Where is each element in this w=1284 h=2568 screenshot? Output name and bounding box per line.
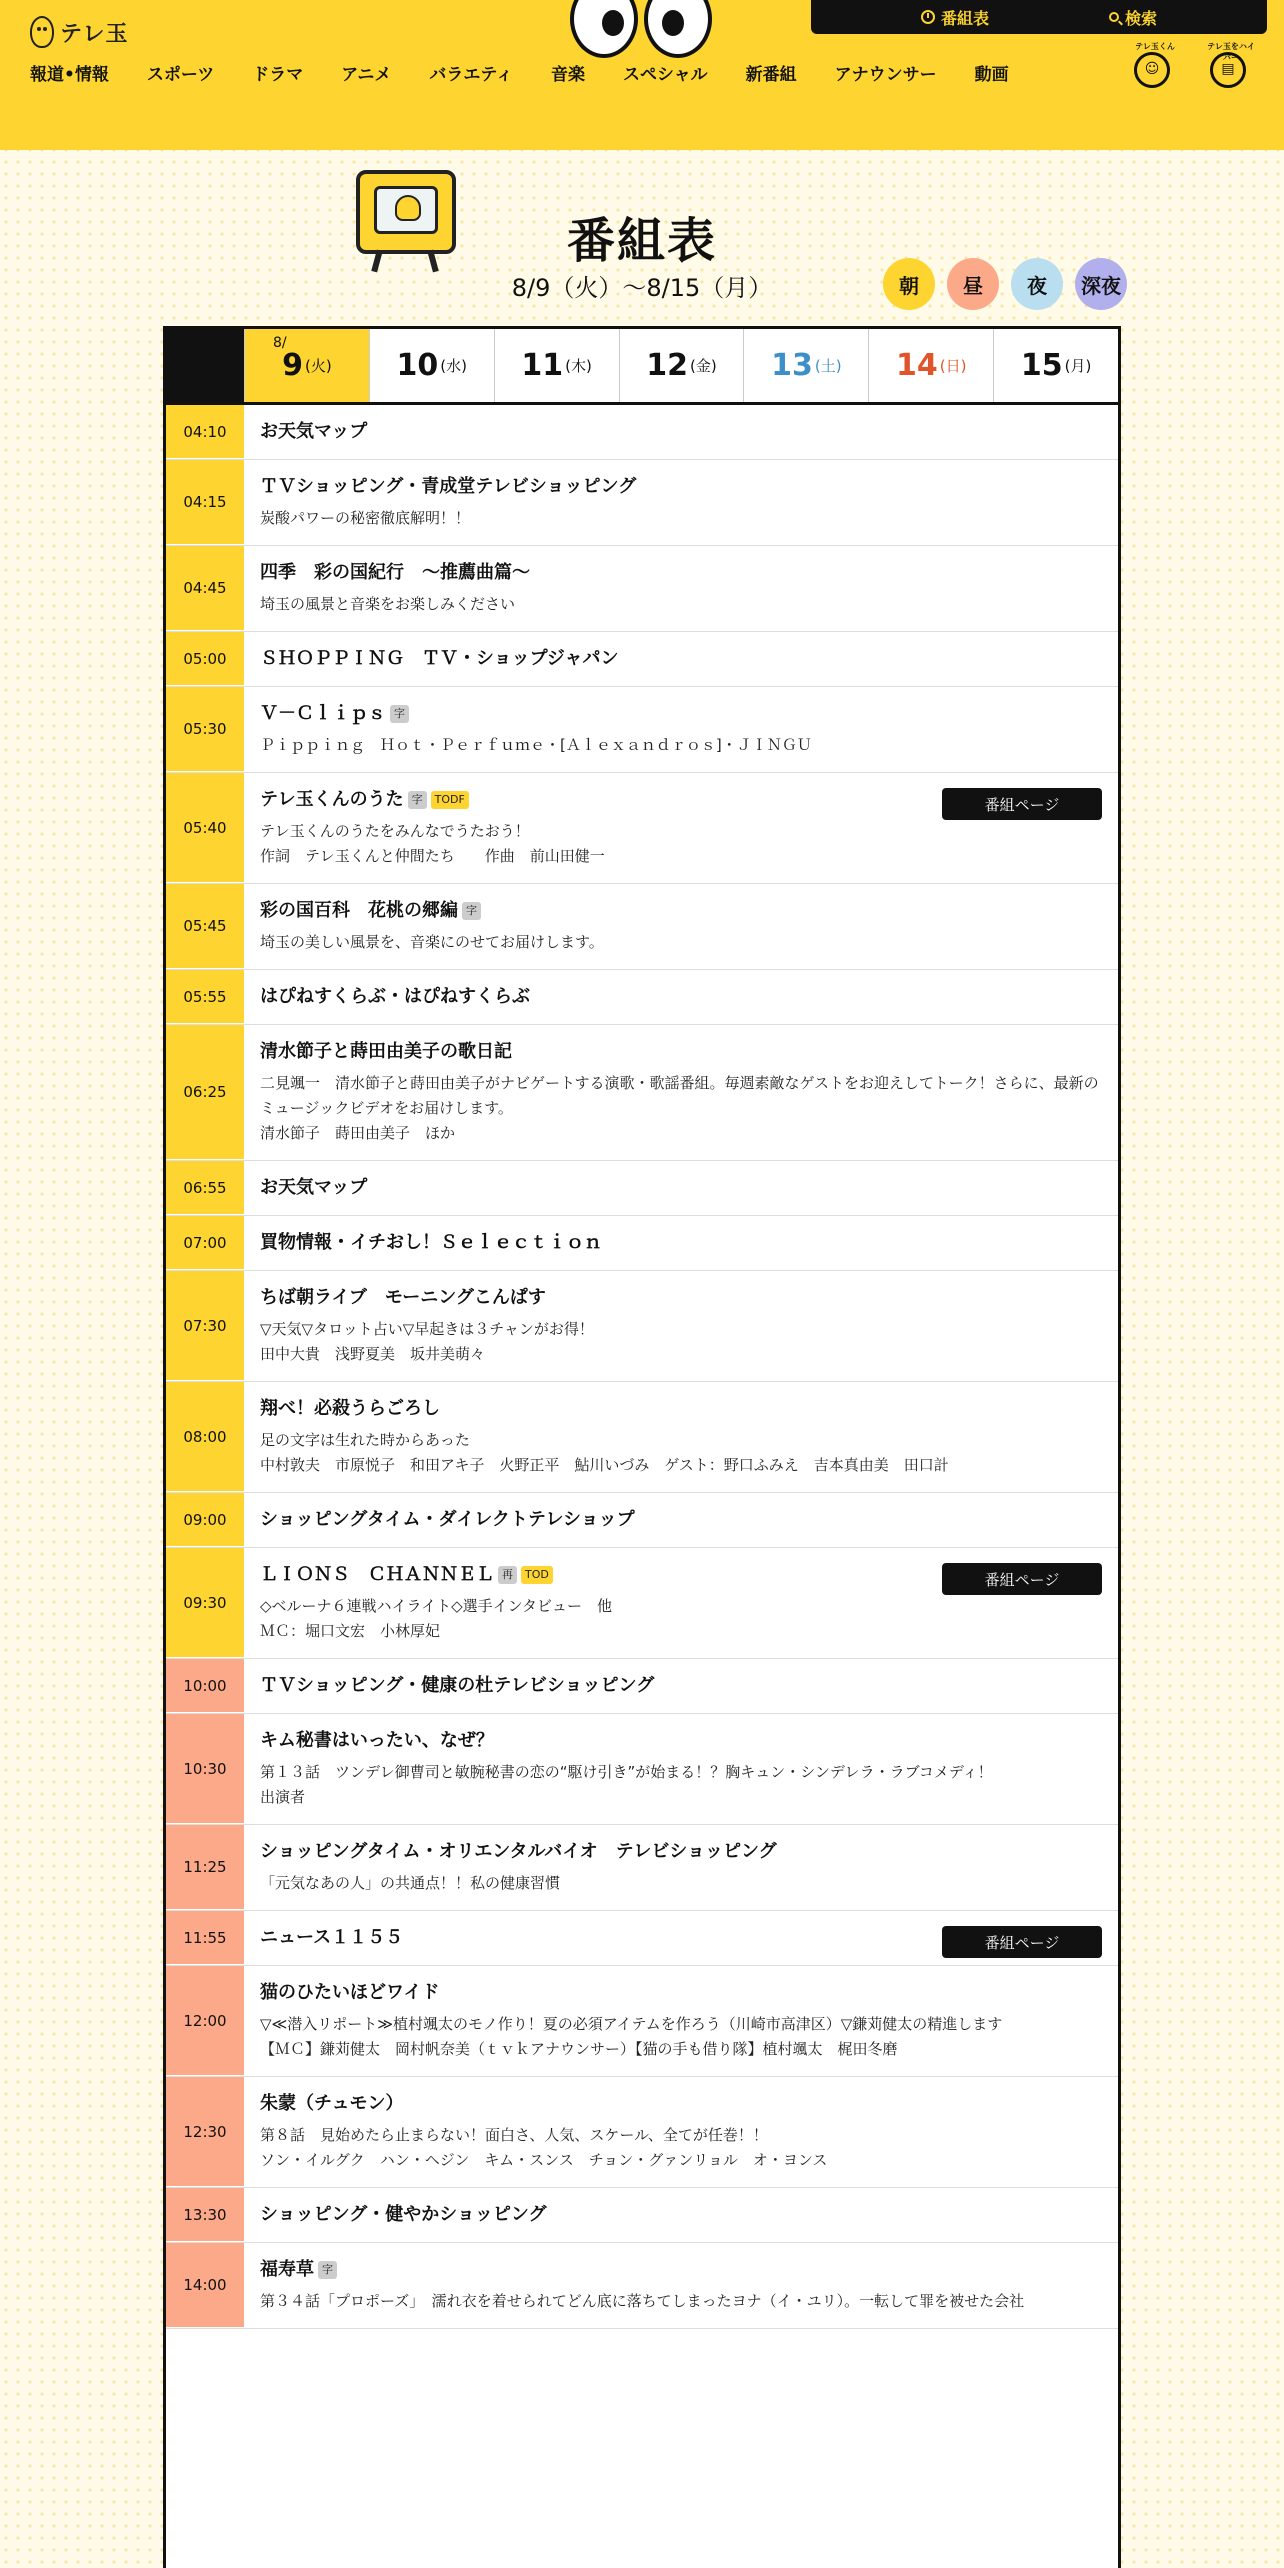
program-row[interactable] <box>166 1382 1118 1493</box>
program-title[interactable] <box>260 474 1102 500</box>
day-tab[interactable] <box>369 329 494 402</box>
day-tab[interactable] <box>494 329 619 402</box>
program-title-text: ショッピングタイム・ダイレクトテレショップ <box>260 1509 635 1530</box>
program-description-line: テレ玉くんのうたをみんなでうたおう！ <box>260 822 530 840</box>
program-detail <box>244 1271 1118 1381</box>
program-title[interactable] <box>260 1839 1102 1865</box>
day-tab[interactable] <box>993 329 1118 402</box>
program-row[interactable] <box>166 1714 1118 1825</box>
site-logo[interactable] <box>30 16 129 48</box>
nav-anime[interactable]: アニメ <box>341 65 392 85</box>
program-start-time: 05:30 <box>166 687 244 772</box>
program-detail <box>244 1911 1118 1965</box>
program-title-text: ＴＶショッピング・健康の杜テレビショッピング <box>260 1675 655 1696</box>
program-title-text: 朱蒙（チュモン） <box>260 2093 404 2114</box>
search-icon <box>1109 12 1119 22</box>
day-tab[interactable] <box>244 329 369 402</box>
nav-music[interactable]: 音楽 <box>551 65 585 85</box>
program-description <box>260 1071 1102 1146</box>
program-title-text: ＬＩＯＮＳ ＣＨＡＮＮＥＬ <box>260 1564 494 1585</box>
program-description-line: ソン・イルグク ハン・ヘジン キム・スンス チョン・グァンリョル オ・ヨンス <box>260 2151 828 2169</box>
program-page-button[interactable]: 番組ページ <box>942 1926 1102 1958</box>
filter-daytime[interactable]: 昼 <box>947 258 999 310</box>
mascot-eyes-decoration <box>570 0 720 60</box>
program-description-line: 第８話 見始めたら止まらない！面白さ、人気、スケール、全てが任巻！！ <box>260 2126 768 2144</box>
program-description-line: 第１３話 ツンデレ御曹司と敏腕秘書の恋の“駆け引き”が始まる！？胸キュン・シンデレラ・ラブコメディ！ <box>260 1763 993 1781</box>
filter-evening[interactable]: 夜 <box>1011 258 1063 310</box>
day-tab-weekday: (月) <box>1064 357 1092 375</box>
program-row[interactable] <box>166 1271 1118 1382</box>
program-detail <box>244 1161 1118 1215</box>
program-description <box>260 2289 1102 2314</box>
program-detail <box>244 1825 1118 1910</box>
program-detail <box>244 546 1118 631</box>
clock-icon <box>921 10 935 24</box>
program-description-line: Ｐｉｐｐｉｎｇ Ｈｏｔ・Ｐｅｒｆｕｍｅ・[Ａｌｅｘａｎｄｒｏｓ]・ＪＩＮＧＵ <box>260 736 812 754</box>
nav-drama[interactable]: ドラマ <box>252 65 304 85</box>
program-start-time: 14:00 <box>166 2243 244 2328</box>
program-title[interactable] <box>260 701 1102 727</box>
day-tab-weekday: (日) <box>939 357 967 375</box>
program-detail <box>244 1714 1118 1824</box>
program-title-text: テレ玉くんのうた <box>260 789 404 810</box>
program-detail <box>244 970 1118 1024</box>
program-description <box>260 733 1102 758</box>
program-row[interactable] <box>166 1911 1118 1966</box>
day-tab-date: 11 <box>521 348 564 383</box>
day-tab-weekday: (火) <box>305 357 332 375</box>
program-detail <box>244 1659 1118 1713</box>
program-description-line: ▽≪潜入リポート≫植村颯太のモノ作り！夏の必須アイテムを作ろう（川崎市高津区）▽鎌苅健太の精進します <box>260 2015 1003 2033</box>
program-title-text: Ｖ－Ｃｌｉｐｓ <box>260 703 386 724</box>
program-description <box>260 1594 1102 1644</box>
program-row[interactable] <box>166 405 1118 460</box>
program-start-time: 10:30 <box>166 1714 244 1824</box>
logo-text: テレ玉 <box>60 21 129 47</box>
program-title-text: 福寿草 <box>260 2259 314 2280</box>
program-title[interactable] <box>260 1980 1102 2006</box>
program-row[interactable] <box>166 1825 1118 1911</box>
program-description-line: ◇ベルーナ６連戦ハイライト◇選手インタビュー 他 <box>260 1597 613 1615</box>
program-detail <box>244 1966 1118 2076</box>
program-title[interactable] <box>260 2257 1102 2283</box>
program-start-time: 12:00 <box>166 1966 244 2076</box>
program-row[interactable] <box>166 546 1118 632</box>
program-start-time: 11:25 <box>166 1825 244 1910</box>
program-description-line: 清水節子 蒔田由美子 ほか <box>260 1124 456 1142</box>
program-title-text: ＳＨＯＰＰＩＮＧ ＴＶ・ショップジャパン <box>260 648 619 669</box>
page-title: 番組表 <box>566 213 717 269</box>
program-badge: 字 <box>408 791 427 809</box>
program-title-text: お天気マップ <box>260 1177 368 1198</box>
program-detail <box>244 687 1118 772</box>
day-tab-weekday: (金) <box>690 357 717 375</box>
program-row[interactable] <box>166 2243 1118 2329</box>
program-row[interactable] <box>166 460 1118 546</box>
day-tab[interactable] <box>743 329 868 402</box>
program-badge: TOD <box>521 1566 553 1584</box>
schedule-link[interactable]: 番組表 <box>921 6 989 29</box>
program-detail <box>244 1548 1118 1658</box>
program-description-line: 炭酸パワーの秘密徹底解明！！ <box>260 509 471 527</box>
day-tab-weekday: (木) <box>565 357 592 375</box>
day-tab-date: 10 <box>396 348 439 383</box>
program-title-text: ちば朝ライブ モーニングこんぱす <box>260 1287 546 1308</box>
program-row[interactable] <box>166 632 1118 687</box>
program-row[interactable] <box>166 2077 1118 2188</box>
program-title-text: ショッピングタイム・オリエンタルバイオ テレビショッピング <box>260 1841 777 1862</box>
program-detail <box>244 1216 1118 1270</box>
program-description-line: 出演者 <box>260 1788 306 1806</box>
program-title-text: 清水節子と蒔田由美子の歌日記 <box>260 1041 512 1062</box>
program-badge: 字 <box>390 705 409 723</box>
program-title-text: はぴねすくらぶ・はぴねすくらぶ <box>260 986 530 1007</box>
program-page-button[interactable]: 番組ページ <box>942 788 1102 820</box>
day-tab-date: 9 <box>282 348 303 383</box>
program-description-line: 【ＭＣ】鎌苅健太 岡村帆奈美（ｔｖｋアナウンサー）【猫の手も借り隊】植村颯太 梶田冬磨 <box>260 2040 898 2058</box>
program-detail <box>244 2243 1118 2328</box>
program-badge: 字 <box>462 902 481 920</box>
program-title[interactable] <box>260 560 1102 586</box>
header-zigzag-edge <box>0 138 1284 152</box>
program-page-button[interactable]: 番組ページ <box>942 1563 1102 1595</box>
program-detail <box>244 460 1118 545</box>
program-row[interactable] <box>166 884 1118 970</box>
program-start-time: 09:30 <box>166 1548 244 1658</box>
search-link[interactable]: 検索 <box>1109 6 1157 29</box>
program-description <box>260 1760 1102 1810</box>
day-tab-date: 13 <box>771 348 813 383</box>
program-row[interactable] <box>166 1966 1118 2077</box>
nav-news[interactable]: 報道•情報 <box>30 65 109 85</box>
program-badge: 再 <box>498 1566 517 1584</box>
program-title[interactable] <box>260 1175 1102 1201</box>
day-tab-month: 8/ <box>273 335 287 351</box>
program-title-text: ＴＶショッピング・青成堂テレビショッピング <box>260 476 637 497</box>
program-detail <box>244 884 1118 969</box>
program-title-text: お天気マップ <box>260 421 368 442</box>
phone-icon: ▤ <box>1221 61 1235 77</box>
program-row[interactable] <box>166 1216 1118 1271</box>
program-description-line: 中村敦夫 市原悦子 和田アキ子 火野正平 鮎川いづみ ゲスト：野口ふみえ 吉本真由美 田口計 <box>260 1456 949 1474</box>
program-detail <box>244 1493 1118 1547</box>
nav-videos[interactable]: 動画 <box>974 65 1009 85</box>
date-range: 8/9（火）〜8/15（月） <box>511 274 773 302</box>
program-start-time: 06:25 <box>166 1025 244 1160</box>
program-title[interactable] <box>260 1039 1102 1065</box>
teletama-kun-button[interactable]: テレ玉くん ☺ <box>1134 52 1170 88</box>
program-start-time: 07:00 <box>166 1216 244 1270</box>
program-start-time: 09:00 <box>166 1493 244 1547</box>
program-row[interactable] <box>166 1548 1118 1659</box>
program-start-time: 05:00 <box>166 632 244 686</box>
program-description <box>260 930 1102 955</box>
site-header <box>0 0 1284 150</box>
program-row[interactable] <box>166 970 1118 1025</box>
filter-morning[interactable]: 朝 <box>883 258 935 310</box>
day-selector <box>166 329 1118 405</box>
day-tab-weekday: (土) <box>814 357 842 375</box>
program-row[interactable] <box>166 2188 1118 2243</box>
day-tab-date: 14 <box>895 348 938 383</box>
program-description <box>260 819 1102 869</box>
program-row[interactable] <box>166 1161 1118 1216</box>
program-description <box>260 1317 1102 1367</box>
program-title-text: キム秘書はいったい、なぜ？ <box>260 1730 494 1751</box>
program-row[interactable] <box>166 1659 1118 1714</box>
nav-announcers[interactable]: アナウンサー <box>834 65 937 85</box>
program-detail <box>244 405 1118 459</box>
program-description-line: ▽天気▽タロット占い▽早起きは３チャンがお得！ <box>260 1320 594 1338</box>
program-title[interactable] <box>260 1230 1102 1256</box>
program-start-time: 04:15 <box>166 460 244 545</box>
day-tab-date: 15 <box>1020 348 1063 383</box>
program-title[interactable] <box>260 2091 1102 2117</box>
mascot-icon: ☺ <box>1144 61 1160 77</box>
nav-sports[interactable]: スポーツ <box>146 65 215 85</box>
tele-tama-mascot-icon <box>30 16 54 48</box>
program-row[interactable] <box>166 1025 1118 1161</box>
program-row[interactable] <box>166 773 1118 884</box>
program-title-text: ニュース１１５５ <box>260 1927 404 1948</box>
day-tab-date: 12 <box>646 348 689 383</box>
program-description <box>260 506 1102 531</box>
program-description <box>260 1871 1102 1896</box>
program-title[interactable] <box>260 898 1102 924</box>
program-list <box>166 405 1118 2329</box>
program-start-time: 12:30 <box>166 2077 244 2187</box>
program-schedule <box>163 326 1121 2568</box>
program-title-text: 猫のひたいほどワイド <box>260 1982 440 2003</box>
program-description-line: 二見颯一 清水節子と蒔田由美子がナビゲートする演歌・歌謡番組。毎週素敵なゲストをお迎えしてトーク！さらに、最新のミュージックビデオをお届けします。 <box>260 1074 1099 1117</box>
nav-new-programs[interactable]: 新番組 <box>745 65 797 85</box>
program-title[interactable] <box>260 419 1102 445</box>
program-start-time: 11:55 <box>166 1911 244 1965</box>
program-description-line: 第３４話「プロポーズ」 濡れ衣を着せられてどん底に落ちてしまったヨナ（イ・ユリ）。一転して罪を被せた会社 <box>260 2292 1025 2310</box>
program-title[interactable] <box>260 1507 1102 1533</box>
program-start-time: 06:55 <box>166 1161 244 1215</box>
program-start-time: 10:00 <box>166 1659 244 1713</box>
program-description-line: 埼玉の美しい風景を、音楽にのせてお届けします。 <box>260 933 604 951</box>
program-description-line: 足の文字は生れた時からあった <box>260 1431 470 1449</box>
day-row-corner <box>166 329 244 402</box>
nav-special[interactable]: スペシャル <box>623 65 708 85</box>
program-start-time: 05:55 <box>166 970 244 1024</box>
program-title-text: 翔べ！必殺うらごろし <box>260 1398 440 1419</box>
day-tab[interactable] <box>868 329 993 402</box>
program-description-line: 作詞 テレ玉くんと仲間たち 作曲 前山田健一 <box>260 847 605 865</box>
nav-variety[interactable]: バラエティ <box>429 65 513 85</box>
program-description <box>260 2012 1102 2062</box>
program-title[interactable] <box>260 1396 1102 1422</box>
program-description-line: 田中大貴 浅野夏美 坂井美萌々 <box>260 1345 486 1363</box>
program-detail <box>244 2077 1118 2187</box>
program-detail <box>244 632 1118 686</box>
main-nav <box>30 60 1047 85</box>
program-title[interactable] <box>260 2202 1102 2228</box>
program-title-text: 四季 彩の国紀行 ～推薦曲篇～ <box>260 562 530 583</box>
time-of-day-filters <box>883 258 1127 310</box>
program-title[interactable] <box>260 984 1102 1010</box>
program-description <box>260 1428 1102 1478</box>
program-badge: 字 <box>318 2261 337 2279</box>
program-start-time: 04:45 <box>166 546 244 631</box>
program-detail <box>244 773 1118 883</box>
program-description-line: 埼玉の風景と音楽をお楽しみください <box>260 595 516 613</box>
day-tab-weekday: (水) <box>440 357 468 375</box>
program-start-time: 13:30 <box>166 2188 244 2242</box>
program-title-text: 彩の国百科 花桃の郷編 <box>260 900 458 921</box>
teletama-app-button[interactable]: テレ玉をハイパー ▤ <box>1210 52 1246 88</box>
utility-bar <box>811 0 1267 34</box>
program-row[interactable] <box>166 1493 1118 1548</box>
program-description <box>260 592 1102 617</box>
day-tab[interactable] <box>619 329 744 402</box>
program-start-time: 05:45 <box>166 884 244 969</box>
program-title[interactable] <box>260 1673 1102 1699</box>
program-start-time: 04:10 <box>166 405 244 459</box>
program-start-time: 08:00 <box>166 1382 244 1492</box>
program-description-line: ＭＣ：堀口文宏 小林厚妃 <box>260 1622 441 1640</box>
program-start-time: 07:30 <box>166 1271 244 1381</box>
program-title[interactable] <box>260 1285 1102 1311</box>
program-title-text: 買物情報・イチおし！Ｓｅｌｅｃｔｉｏｎ <box>260 1232 602 1253</box>
program-title[interactable] <box>260 646 1102 672</box>
program-row[interactable] <box>166 687 1118 773</box>
filter-late-night[interactable]: 深夜 <box>1075 258 1127 310</box>
program-detail <box>244 2188 1118 2242</box>
program-detail <box>244 1025 1118 1160</box>
program-detail <box>244 1382 1118 1492</box>
program-title-text: ショッピング・健やかショッピング <box>260 2204 547 2225</box>
program-description-line: 「元気なあの人」の共通点！！私の健康習慣 <box>260 1874 561 1892</box>
program-description <box>260 2123 1102 2173</box>
program-start-time: 05:40 <box>166 773 244 883</box>
program-title[interactable] <box>260 1728 1102 1754</box>
program-badge: TODF <box>431 791 469 809</box>
